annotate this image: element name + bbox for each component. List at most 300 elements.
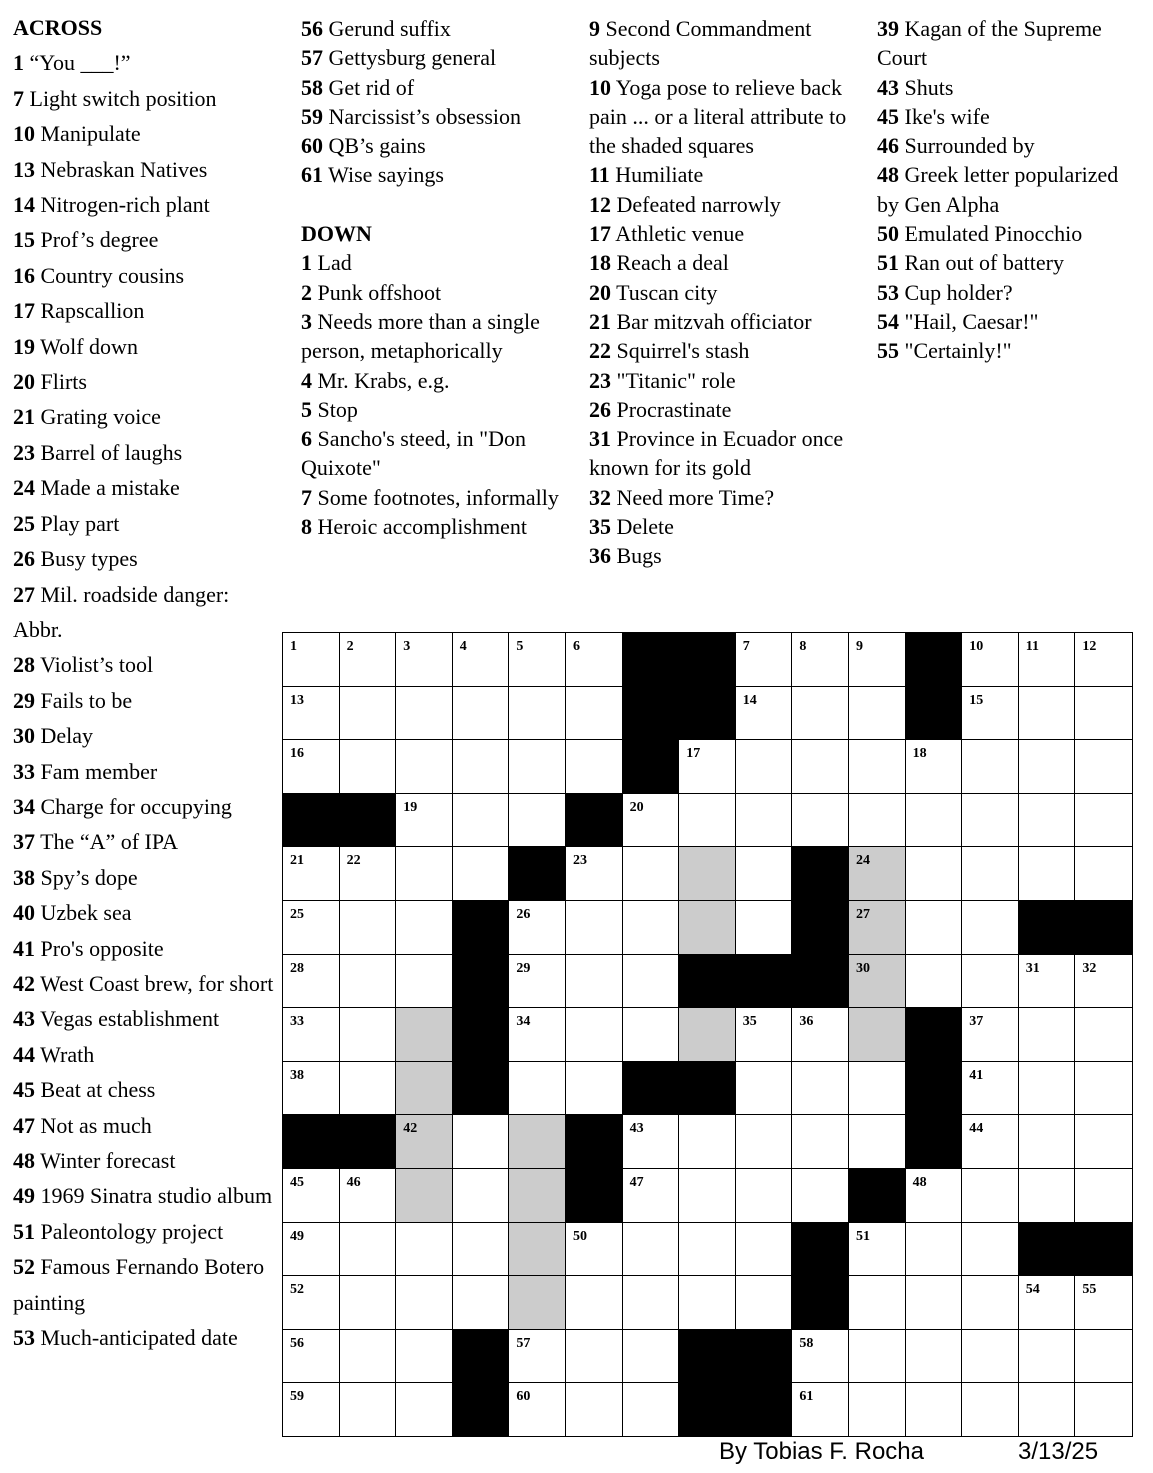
grid-square[interactable]	[339, 1329, 397, 1384]
clue-text: Violist’s tool	[40, 652, 154, 678]
grid-square[interactable]	[565, 1329, 623, 1384]
grid-square[interactable]	[395, 846, 453, 901]
grid-square[interactable]	[282, 686, 340, 741]
across-clue	[301, 14, 571, 43]
across-clue	[13, 435, 275, 470]
down-clue	[877, 278, 1145, 307]
grid-square[interactable]	[452, 739, 510, 794]
across-clue	[301, 43, 571, 72]
grid-square[interactable]	[791, 1007, 849, 1062]
clue-text: Emulated Pinocchio	[904, 221, 1083, 247]
grid-square[interactable]	[282, 739, 340, 794]
square-number: 1	[290, 639, 297, 654]
clue-number: 59	[301, 103, 323, 129]
grid-square[interactable]	[395, 793, 453, 848]
clue-text: Fam member	[40, 758, 158, 784]
clue-number: 46	[877, 133, 899, 159]
across-clue	[13, 116, 275, 151]
square-number: 47	[629, 1175, 644, 1190]
clue-text: Nitrogen-rich plant	[40, 192, 210, 218]
grid-square[interactable]	[452, 846, 510, 901]
grid-square[interactable]	[339, 900, 397, 955]
grid-square[interactable]	[678, 1222, 736, 1277]
shaded-square[interactable]	[395, 1061, 453, 1116]
grid-square[interactable]	[452, 686, 510, 741]
grid-square[interactable]	[905, 954, 963, 1009]
clue-text: Gerund suffix	[328, 16, 451, 41]
black-square	[735, 954, 793, 1009]
clue-text: Paleontology project	[40, 1218, 224, 1244]
clue-number: 47	[13, 1112, 35, 1138]
grid-square[interactable]	[848, 1061, 906, 1116]
grid-square[interactable]	[508, 1061, 566, 1116]
square-number: 28	[290, 960, 304, 976]
square-number: 33	[290, 1014, 304, 1030]
clue-number: 39	[877, 16, 899, 41]
clue-text: Nebraskan Natives	[40, 156, 208, 182]
grid-square[interactable]	[508, 954, 566, 1009]
clue-number: 58	[301, 74, 323, 100]
grid-square[interactable]	[622, 900, 680, 955]
grid-square[interactable]	[1018, 739, 1076, 794]
grid-square[interactable]	[622, 1382, 680, 1437]
clue-text: Barrel of laughs	[40, 439, 183, 465]
grid-square[interactable]	[678, 1275, 736, 1330]
grid-square[interactable]	[848, 1382, 906, 1437]
grid-square[interactable]	[905, 900, 963, 955]
grid-square[interactable]	[339, 1168, 397, 1223]
down-clue	[589, 307, 861, 336]
grid-square[interactable]	[508, 793, 566, 848]
down-clue	[589, 424, 861, 483]
square-number: 22	[346, 853, 361, 869]
clue-text: "Titanic" role	[616, 367, 736, 393]
clue-text: Cup holder?	[904, 279, 1013, 305]
grid-square[interactable]	[1018, 1382, 1076, 1437]
down-clue	[589, 483, 861, 512]
clue-number: 1	[13, 50, 24, 76]
grid-square[interactable]	[848, 793, 906, 848]
grid-square[interactable]	[395, 632, 453, 687]
grid-square[interactable]	[508, 739, 566, 794]
grid-square[interactable]	[1018, 954, 1076, 1009]
grid-square[interactable]	[961, 900, 1019, 955]
grid-square[interactable]	[565, 954, 623, 1009]
clue-text: Wise sayings	[328, 162, 444, 188]
grid-square[interactable]	[735, 1168, 793, 1223]
black-square	[678, 1329, 736, 1384]
grid-square[interactable]	[622, 1329, 680, 1384]
grid-square[interactable]	[735, 793, 793, 848]
grid-square[interactable]	[282, 1007, 340, 1062]
down-clues-column-4	[877, 14, 1145, 366]
black-square	[622, 1061, 680, 1116]
grid-square[interactable]	[282, 1061, 340, 1116]
grid-square[interactable]	[961, 846, 1019, 901]
grid-square[interactable]	[339, 1382, 397, 1437]
grid-square[interactable]	[565, 686, 623, 741]
clue-text: Bar mitzvah officiator	[616, 308, 812, 334]
grid-square[interactable]	[452, 1168, 510, 1223]
black-square	[622, 686, 680, 741]
square-number: 51	[856, 1228, 870, 1244]
grid-square[interactable]	[282, 1168, 340, 1223]
clue-text: Stop	[317, 396, 358, 422]
down-clue	[877, 73, 1145, 102]
grid-square[interactable]	[622, 793, 680, 848]
square-number: 59	[290, 1389, 304, 1405]
square-number: 10	[969, 639, 984, 654]
across-clue	[13, 577, 275, 648]
shaded-square[interactable]	[678, 846, 736, 901]
black-square	[565, 793, 623, 848]
grid-square[interactable]	[622, 1168, 680, 1223]
grid-square[interactable]	[1018, 1007, 1076, 1062]
grid-square[interactable]	[282, 1275, 340, 1330]
clue-text: Much-anticipated date	[40, 1325, 238, 1351]
grid-square[interactable]	[961, 1114, 1019, 1169]
across-clue	[13, 45, 275, 80]
grid-square[interactable]	[905, 1329, 963, 1384]
across-clue	[13, 258, 275, 293]
down-clue	[301, 366, 571, 395]
grid-square[interactable]	[508, 1382, 566, 1437]
clue-number: 30	[13, 723, 35, 749]
black-square	[905, 1114, 963, 1169]
grid-square[interactable]	[735, 900, 793, 955]
clue-text: "Hail, Caesar!"	[904, 308, 1039, 334]
grid-square[interactable]	[339, 954, 397, 1009]
grid-square[interactable]	[678, 1168, 736, 1223]
grid-square[interactable]	[791, 739, 849, 794]
grid-square[interactable]	[565, 1222, 623, 1277]
grid-square[interactable]	[339, 686, 397, 741]
grid-square[interactable]	[905, 1382, 963, 1437]
grid-square[interactable]	[905, 1222, 963, 1277]
clue-text: Gettysburg general	[328, 45, 497, 71]
clue-text: Play part	[40, 510, 120, 536]
clue-text: Delay	[40, 723, 94, 749]
grid-square[interactable]	[565, 1382, 623, 1437]
black-square	[565, 1168, 623, 1223]
shaded-square[interactable]	[508, 1222, 566, 1277]
grid-square[interactable]	[1074, 686, 1133, 741]
grid-square[interactable]	[791, 1329, 849, 1384]
grid-square[interactable]	[565, 739, 623, 794]
clue-number: 53	[877, 279, 899, 305]
clue-number: 26	[13, 546, 35, 572]
grid-square[interactable]	[848, 739, 906, 794]
clue-number: 54	[877, 308, 899, 334]
square-number: 21	[290, 853, 304, 869]
square-number: 58	[799, 1335, 814, 1351]
grid-square[interactable]	[622, 1222, 680, 1277]
grid-square[interactable]	[395, 1222, 453, 1277]
shaded-square[interactable]	[395, 1168, 453, 1223]
clue-text: Athletic venue	[615, 221, 745, 247]
clue-number: 26	[589, 396, 611, 422]
grid-square[interactable]	[735, 1222, 793, 1277]
black-square	[1018, 1222, 1076, 1277]
grid-square[interactable]	[791, 1382, 849, 1437]
shaded-square[interactable]	[395, 1007, 453, 1062]
grid-square[interactable]	[905, 793, 963, 848]
black-square	[678, 632, 736, 687]
grid-square[interactable]	[339, 1222, 397, 1277]
grid-square[interactable]	[508, 632, 566, 687]
grid-square[interactable]	[622, 1275, 680, 1330]
grid-square[interactable]	[339, 1061, 397, 1116]
clue-number: 34	[13, 793, 35, 819]
grid-square[interactable]	[1018, 1168, 1076, 1223]
square-number: 13	[290, 692, 304, 708]
grid-square[interactable]	[508, 686, 566, 741]
clues-column-2	[301, 14, 571, 541]
black-square	[791, 1275, 849, 1330]
grid-square[interactable]	[282, 1329, 340, 1384]
grid-square[interactable]	[961, 1275, 1019, 1330]
grid-square[interactable]	[735, 846, 793, 901]
grid-square[interactable]	[961, 1382, 1019, 1437]
grid-square[interactable]	[339, 739, 397, 794]
grid-square[interactable]	[791, 793, 849, 848]
grid-square[interactable]	[848, 1275, 906, 1330]
grid-square[interactable]	[1074, 1114, 1133, 1169]
grid-square[interactable]	[395, 739, 453, 794]
square-number: 18	[912, 746, 927, 762]
grid-square[interactable]	[395, 1382, 453, 1437]
square-number: 52	[290, 1282, 304, 1298]
grid-square[interactable]	[961, 1329, 1019, 1384]
shaded-square[interactable]	[395, 1114, 453, 1169]
clue-text: Rapscallion	[40, 298, 145, 324]
grid-square[interactable]	[565, 1061, 623, 1116]
square-number: 54	[1025, 1282, 1040, 1298]
clue-number: 1	[301, 250, 312, 276]
grid-square[interactable]	[961, 686, 1019, 741]
grid-square[interactable]	[622, 1114, 680, 1169]
grid-square[interactable]	[848, 1114, 906, 1169]
grid-square[interactable]	[282, 954, 340, 1009]
across-clue	[13, 399, 275, 434]
clue-number: 37	[13, 829, 35, 855]
grid-square[interactable]	[1074, 954, 1133, 1009]
grid-square[interactable]	[452, 1222, 510, 1277]
clue-number: 18	[589, 250, 611, 276]
grid-square[interactable]	[1074, 1329, 1133, 1384]
grid-square[interactable]	[1018, 632, 1076, 687]
grid-square[interactable]	[961, 1222, 1019, 1277]
black-square	[1074, 1222, 1133, 1277]
square-number: 20	[629, 799, 644, 815]
down-clue	[877, 219, 1145, 248]
grid-square[interactable]	[961, 739, 1019, 794]
grid-square[interactable]	[848, 632, 906, 687]
grid-square[interactable]	[339, 1007, 397, 1062]
shaded-square[interactable]	[678, 900, 736, 955]
grid-square[interactable]	[1018, 793, 1076, 848]
grid-square[interactable]	[565, 632, 623, 687]
grid-square[interactable]	[961, 1007, 1019, 1062]
grid-square[interactable]	[905, 739, 963, 794]
grid-square[interactable]	[1018, 1114, 1076, 1169]
grid-square[interactable]	[565, 900, 623, 955]
grid-square[interactable]	[508, 1329, 566, 1384]
grid-square[interactable]	[622, 1007, 680, 1062]
grid-square[interactable]	[282, 1222, 340, 1277]
grid-square[interactable]	[622, 954, 680, 1009]
shaded-square[interactable]	[848, 1007, 906, 1062]
grid-square[interactable]	[452, 632, 510, 687]
shaded-square[interactable]	[848, 954, 906, 1009]
grid-square[interactable]	[791, 1061, 849, 1116]
square-number: 56	[290, 1335, 304, 1351]
grid-square[interactable]	[1074, 1275, 1133, 1330]
across-clue	[301, 160, 571, 189]
grid-square[interactable]	[735, 1114, 793, 1169]
grid-square[interactable]	[961, 632, 1019, 687]
grid-square[interactable]	[735, 1007, 793, 1062]
grid-square[interactable]	[905, 1168, 963, 1223]
grid-square[interactable]	[905, 846, 963, 901]
square-number: 60	[516, 1389, 531, 1405]
clue-number: 23	[13, 439, 35, 465]
grid-square[interactable]	[565, 1007, 623, 1062]
grid-square[interactable]	[452, 1275, 510, 1330]
down-clue	[301, 424, 571, 483]
grid-square[interactable]	[1074, 1061, 1133, 1116]
grid-square[interactable]	[565, 846, 623, 901]
across-clues-column-1	[13, 10, 275, 1355]
across-clue	[13, 683, 275, 718]
grid-square[interactable]	[339, 846, 397, 901]
black-square	[905, 1061, 963, 1116]
grid-square[interactable]	[395, 1275, 453, 1330]
grid-square[interactable]	[1018, 686, 1076, 741]
clue-number: 17	[13, 298, 35, 324]
grid-square[interactable]	[961, 1168, 1019, 1223]
grid-square[interactable]	[395, 900, 453, 955]
square-number: 46	[346, 1175, 361, 1190]
grid-square[interactable]	[282, 846, 340, 901]
across-clue	[13, 222, 275, 257]
grid-square[interactable]	[735, 739, 793, 794]
clue-number: 45	[877, 103, 899, 129]
grid-square[interactable]	[1074, 846, 1133, 901]
clue-text: "Certainly!"	[904, 338, 1012, 364]
grid-square[interactable]	[961, 1061, 1019, 1116]
grid-square[interactable]	[848, 1329, 906, 1384]
black-square	[282, 1114, 340, 1169]
grid-square[interactable]	[1018, 1329, 1076, 1384]
grid-square[interactable]	[395, 954, 453, 1009]
across-clue	[13, 966, 275, 1001]
shaded-square[interactable]	[848, 900, 906, 955]
grid-square[interactable]	[508, 1007, 566, 1062]
shaded-square[interactable]	[508, 1275, 566, 1330]
grid-square[interactable]	[565, 1275, 623, 1330]
clue-number: 10	[589, 74, 611, 100]
clue-number: 55	[877, 338, 899, 364]
grid-square[interactable]	[791, 1114, 849, 1169]
across-clue	[13, 1001, 275, 1036]
grid-square[interactable]	[339, 632, 397, 687]
grid-square[interactable]	[678, 793, 736, 848]
grid-square[interactable]	[791, 1168, 849, 1223]
clue-number: 29	[13, 687, 35, 713]
grid-square[interactable]	[1074, 793, 1133, 848]
grid-square[interactable]	[1074, 1168, 1133, 1223]
grid-square[interactable]	[791, 632, 849, 687]
clue-text: Busy types	[40, 546, 138, 572]
down-clues-column-3	[589, 14, 861, 571]
clue-text: Procrastinate	[616, 396, 732, 422]
grid-square[interactable]	[678, 739, 736, 794]
grid-square[interactable]	[508, 900, 566, 955]
clue-number: 8	[301, 514, 312, 540]
black-square	[1074, 900, 1133, 955]
down-clue	[589, 366, 861, 395]
grid-square[interactable]	[622, 846, 680, 901]
shaded-square[interactable]	[508, 1114, 566, 1169]
square-number: 27	[856, 907, 870, 922]
grid-square[interactable]	[791, 686, 849, 741]
grid-square[interactable]	[961, 954, 1019, 1009]
grid-square[interactable]	[395, 686, 453, 741]
grid-square[interactable]	[1018, 1061, 1076, 1116]
grid-square[interactable]	[1074, 1382, 1133, 1437]
grid-square[interactable]	[735, 1061, 793, 1116]
clue-number: 10	[13, 121, 35, 147]
grid-square[interactable]	[848, 686, 906, 741]
clue-number: 14	[13, 192, 35, 218]
grid-square[interactable]	[395, 1329, 453, 1384]
grid-square[interactable]	[339, 1275, 397, 1330]
grid-square[interactable]	[1074, 632, 1133, 687]
square-number: 16	[290, 746, 304, 762]
grid-square[interactable]	[735, 686, 793, 741]
clue-number: 11	[589, 162, 610, 188]
black-square	[452, 1329, 510, 1384]
grid-square[interactable]	[282, 900, 340, 955]
grid-square[interactable]	[905, 1275, 963, 1330]
grid-square[interactable]	[961, 793, 1019, 848]
grid-square[interactable]	[282, 1382, 340, 1437]
grid-square[interactable]	[1018, 846, 1076, 901]
shaded-square[interactable]	[848, 846, 906, 901]
grid-square[interactable]	[848, 1222, 906, 1277]
clue-text: Manipulate	[40, 121, 141, 147]
shaded-square[interactable]	[678, 1007, 736, 1062]
square-number: 2	[346, 639, 354, 654]
grid-square[interactable]	[1074, 739, 1133, 794]
grid-square[interactable]	[282, 632, 340, 687]
across-clue	[13, 1178, 275, 1213]
grid-square[interactable]	[1074, 1007, 1133, 1062]
grid-square[interactable]	[452, 793, 510, 848]
clue-text: Spy’s dope	[40, 864, 138, 890]
clue-text: QB’s gains	[328, 133, 426, 159]
grid-square[interactable]	[678, 1114, 736, 1169]
grid-square[interactable]	[452, 1114, 510, 1169]
clue-text: Lad	[317, 250, 352, 276]
grid-square[interactable]	[1018, 1275, 1076, 1330]
shaded-square[interactable]	[508, 1168, 566, 1223]
grid-square[interactable]	[735, 1275, 793, 1330]
clue-text: Vegas establishment	[40, 1006, 220, 1032]
across-clue	[301, 73, 571, 102]
grid-square[interactable]	[735, 632, 793, 687]
